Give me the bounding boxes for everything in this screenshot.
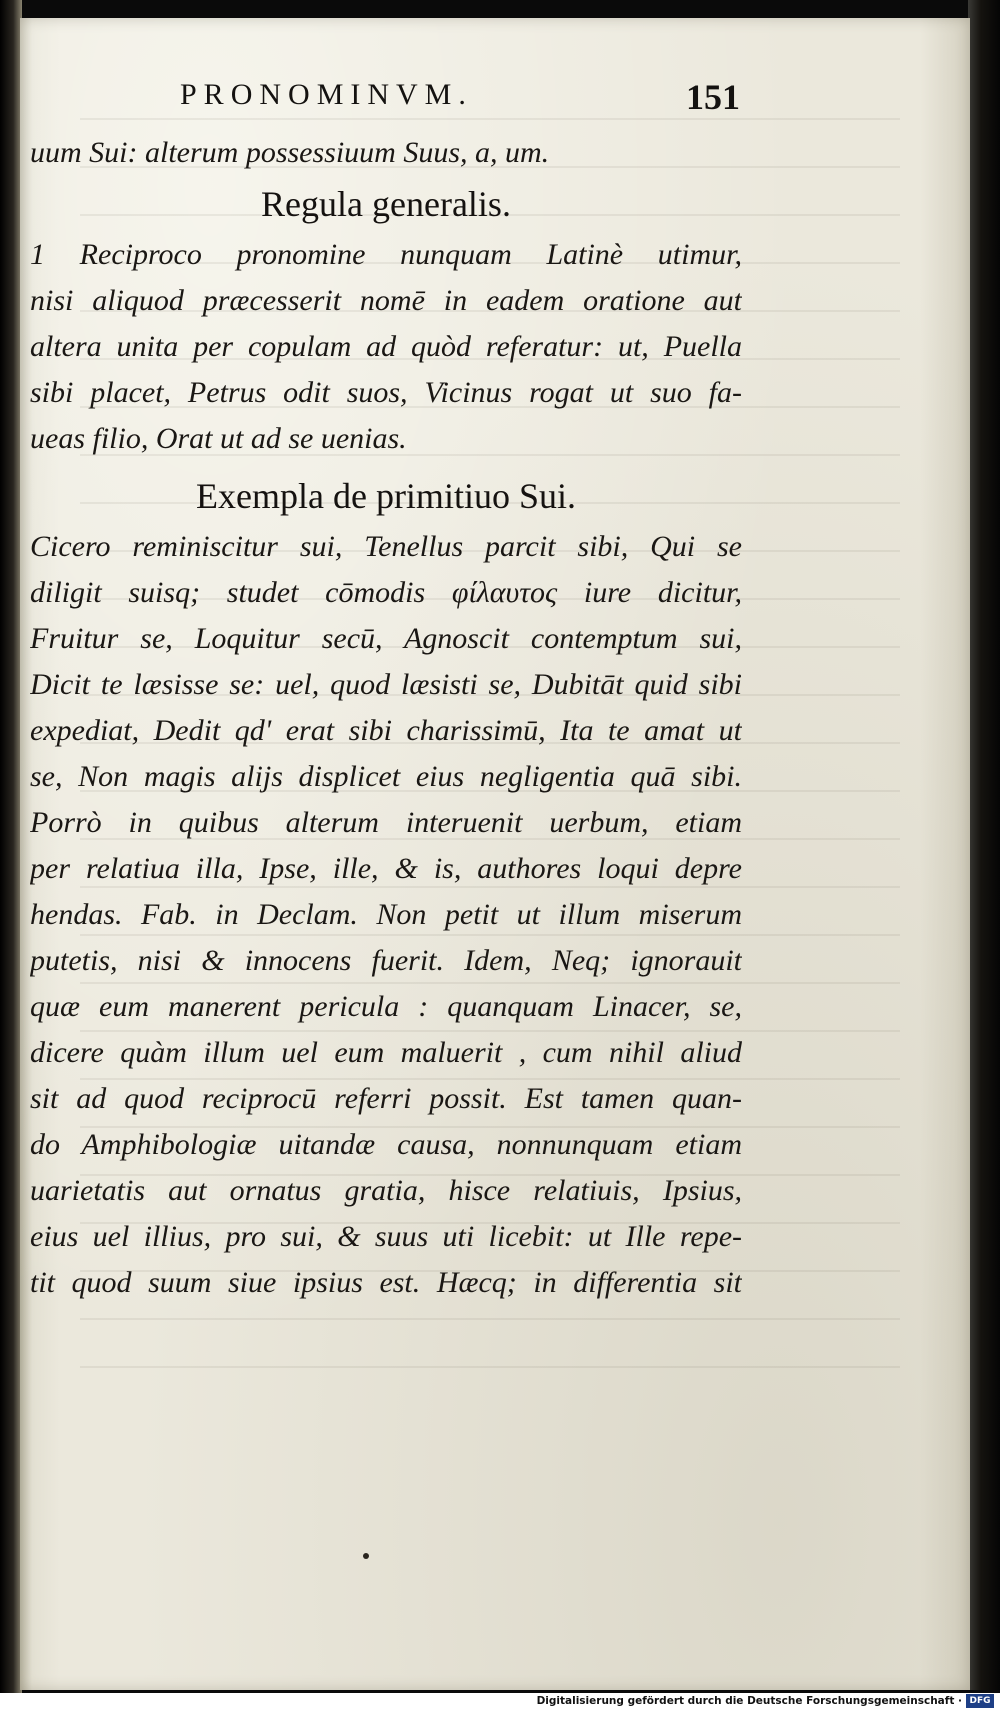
funding-credit: Digitalisierung gefördert durch die Deutsche Forschungsgemeinschaft · (536, 1695, 962, 1707)
text-line: Dicit te læsisse se: uel, quod læsisti se, Dubitāt quid sibi (30, 668, 742, 701)
text-line: eius uel illius, pro sui, & suus uti licebit: ut Ille repe- (30, 1220, 742, 1253)
text-line: quæ eum manerent pericula : quanquam Linacer, se, (30, 990, 742, 1023)
ink-speck (363, 1553, 369, 1559)
text-line: hendas. Fab. in Declam. Non petit ut illum miserum (30, 898, 742, 931)
text-line: dicere quàm illum uel eum maluerit , cum nihil aliud (30, 1036, 742, 1069)
text-line: se, Non magis alijs displicet eius negligentia quā sibi. (30, 760, 742, 793)
dfg-logo: DFG (966, 1694, 994, 1708)
book-cover-edge (968, 0, 1000, 1690)
text-line: uarietatis aut ornatus gratia, hisce relatiuis, Ipsius, (30, 1174, 742, 1207)
text-line: expediat, Dedit qd' erat sibi charissimū, Ita te amat ut (30, 714, 742, 747)
text-line: ueas filio, Orat ut ad se uenias. (30, 422, 407, 455)
page-number: 151 (686, 77, 740, 117)
text-line: Fruitur se, Loquitur secū, Agnoscit contemptum sui, (30, 622, 742, 655)
text-line: Porrò in quibus alterum interuenit uerbum, etiam (30, 806, 742, 839)
text-line: altera unita per copulam ad quòd referatur: ut, Puella (30, 330, 742, 363)
text-line: 1 Reciproco pronomine nunquam Latinè utimur, (30, 238, 742, 271)
text-line: nisi aliquod præcesserit nomē in eadem oratione aut (30, 284, 742, 317)
text-line: per relatiua illa, Ipse, ille, & is, authores loqui depre (30, 852, 742, 885)
text-line: sit ad quod reciprocū referri possit. Est tamen quan- (30, 1082, 742, 1115)
book-spine-shadow (0, 0, 22, 1700)
text-line: diligit suisq; studet cōmodis φίλαυτος iure dicitur, (30, 576, 742, 609)
text-line: do Amphibologiæ uitandæ causa, nonnunquam etiam (30, 1128, 742, 1161)
text-line: sibi placet, Petrus odit suos, Vicinus rogat ut suo fa- (30, 376, 742, 409)
text-line: putetis, nisi & innocens fuerit. Idem, Neq; ignorauit (30, 944, 742, 977)
text-line: uum Sui: alterum possessiuum Suus, a, um. (30, 136, 550, 169)
text-line: tit quod suum siue ipsius est. Hæcq; in differentia sit (30, 1266, 742, 1299)
section-heading: Exempla de primitiuo Sui. (196, 476, 576, 516)
text-block (30, 130, 742, 1306)
running-head: PRONOMINVM. (180, 78, 473, 111)
section-heading: Regula generalis. (261, 184, 511, 224)
text-line: Cicero reminiscitur sui, Tenellus parcit sibi, Qui se (30, 530, 742, 563)
